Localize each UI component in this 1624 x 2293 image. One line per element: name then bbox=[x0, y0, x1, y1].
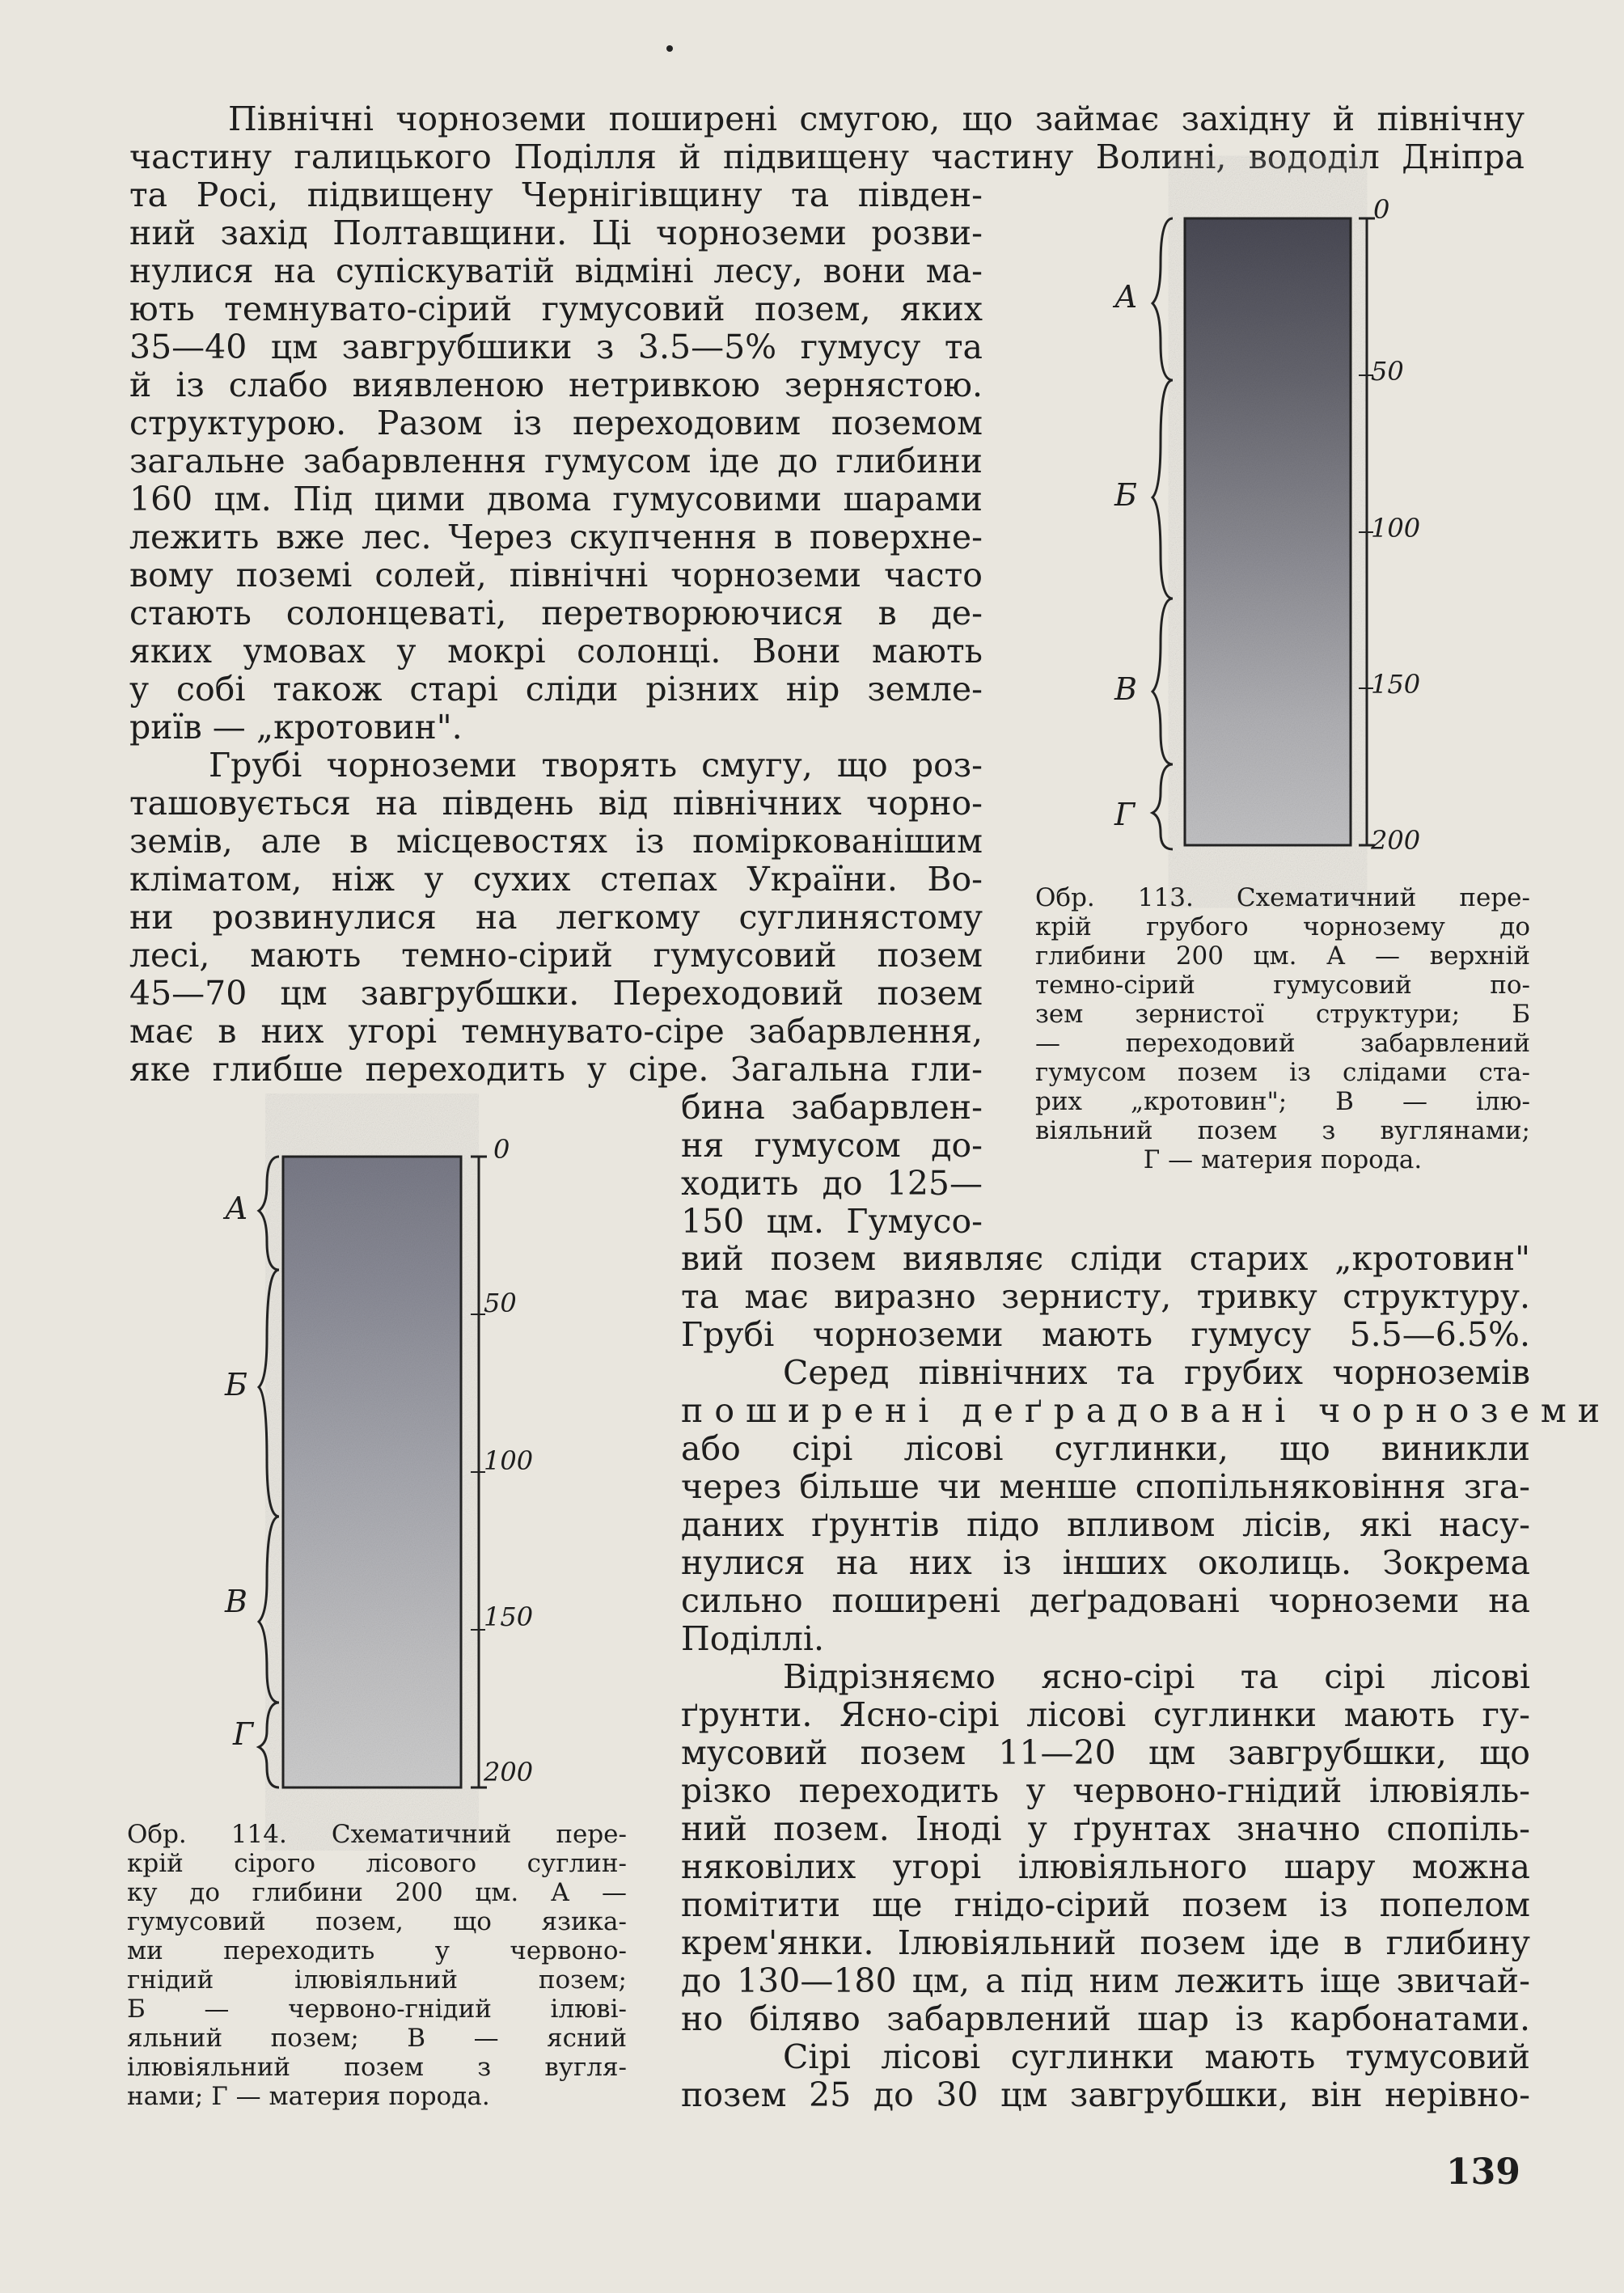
lines-left-col-line: риїв — „кротовин". bbox=[129, 708, 463, 747]
fig113-tick-200: 200 bbox=[1371, 825, 1421, 856]
fig114-layer-a-label: А bbox=[225, 1191, 248, 1226]
lines-right-col-line: або сірі лісові суглинки, що виникли bbox=[681, 1429, 1530, 1468]
fig114-caption-line: яльний позем; В — ясний bbox=[127, 2024, 627, 2053]
lines-left-col-line: ни розвинулися на легкому суглинястому bbox=[129, 898, 983, 937]
lines-left-col-line: вому поземі солей, північні чорноземи часто bbox=[129, 556, 983, 594]
lines-left-col-line: 160 цм. Під цими двома гумусовими шарами bbox=[129, 480, 983, 518]
lines-left-col-line: яких умовах у мокрі солонці. Вони мають bbox=[129, 632, 983, 671]
fig113-caption-line: Г — материя порода. bbox=[1143, 1145, 1423, 1174]
lines-right-col-line: ний позем. Іноді у ґрунтах значно спопіль- bbox=[681, 1809, 1530, 1848]
lines-right-col-line: мусовий позем 11—20 цм завгрубшки, що bbox=[681, 1733, 1530, 1772]
fig114-tick-0: 0 bbox=[493, 1134, 510, 1165]
fig114-tick-150: 150 bbox=[484, 1601, 534, 1632]
lines-right-col-line: вий позем виявляє сліди старих „кротовин" bbox=[681, 1239, 1530, 1278]
lines-left-col-line: земів, але в місцевостях із поміркованішим bbox=[129, 822, 983, 861]
lines-left-col-line: у собі також старі сліди різних нір земле- bbox=[129, 670, 983, 709]
fig114-caption-line: гумусовий позем, що язика- bbox=[127, 1907, 627, 1936]
lines-left-col-line: нулися на супіскуватій відміні лесу, вони ма- bbox=[129, 252, 983, 290]
lines-right-col-line: та має виразно зернисту, тривку структуру. bbox=[681, 1277, 1530, 1316]
fig113-caption-line: глибини 200 цм. А — верхній bbox=[1035, 941, 1530, 971]
lines-right-col-line: до 130—180 цм, а під ним лежить іще звичай- bbox=[681, 1961, 1530, 2000]
fig114-soil-column bbox=[275, 1149, 477, 1796]
lines-left-col-line: яке глибше переходить у сіре. Загальна гли- bbox=[129, 1050, 983, 1089]
lines-left-col-line: має в них угорі темнувато-сіре забарвлення, bbox=[129, 1012, 983, 1051]
lines-top-line: частину галицького Поділля й підвищену частину Волині, вододіл Дніпра bbox=[129, 137, 1525, 176]
lines-left-col-line: Грубі чорноземи творять смугу, що роз- bbox=[209, 746, 983, 785]
page-number: 139 bbox=[1446, 2151, 1520, 2193]
fig114-caption-line: Обр. 114. Схематичний пере- bbox=[127, 1820, 627, 1849]
lines-mid-col-line: ня гумусом до- bbox=[681, 1126, 983, 1165]
lines-left-col-line: лежить вже лес. Через скупчення в поверхне- bbox=[129, 518, 983, 556]
fig114-caption-line: Б — червоно-гнідий ілюві- bbox=[127, 1995, 627, 2024]
fig114-tick-100: 100 bbox=[484, 1445, 534, 1476]
lines-right-col-line: ґрунти. Ясно-сірі лісові суглинки мають гу- bbox=[681, 1695, 1530, 1734]
fig113-caption-line: — переходовий забарвлений bbox=[1035, 1029, 1530, 1058]
fig114-layer-g-label: Г bbox=[233, 1716, 254, 1752]
lines-left-col-line: ють темнувато-сірий гумусовий позем, яких bbox=[129, 290, 983, 328]
lines-right-col-line: Поділлі. bbox=[681, 1619, 825, 1658]
lines-right-col-line: сильно поширені деґрадовані чорноземи на bbox=[681, 1581, 1530, 1620]
lines-mid-col-line: бина забарвлен- bbox=[681, 1088, 983, 1127]
fig113-layer-v-label: В bbox=[1114, 671, 1137, 707]
lines-right-col-line: Серед північних та грубих чорноземів bbox=[783, 1353, 1530, 1392]
lines-right-col-line: но біляво забарвлений шар із карбонатами. bbox=[681, 1999, 1530, 2038]
fig113-tick-150: 150 bbox=[1371, 669, 1421, 700]
print-speck bbox=[666, 45, 673, 52]
lines-right-col-line: нулися на них із інших околиць. Зокрема bbox=[681, 1543, 1530, 1582]
fig113-tick-0: 0 bbox=[1373, 194, 1390, 225]
lines-right-col-line: даних ґрунтів підо впливом лісів, які насу- bbox=[681, 1505, 1530, 1544]
lines-right-col-line: няковілих угорі ілювіяльного шару можна bbox=[681, 1847, 1530, 1886]
lines-right-col-line: поширені деґрадовані чорноземи bbox=[681, 1391, 1612, 1430]
fig113-caption-line: рих „кротовин"; В — ілю- bbox=[1035, 1087, 1530, 1116]
fig114-caption-line: крій сірого лісового суглин- bbox=[127, 1849, 627, 1878]
fig113-caption-line: віяльний позем з вуглянами; bbox=[1035, 1116, 1530, 1145]
fig114-caption-line: ми переходить у червоно- bbox=[127, 1936, 627, 1965]
lines-right-col-line: різко переходить у червоно-гнідий ілювіяль- bbox=[681, 1771, 1530, 1810]
fig114-caption-line: ку до глибини 200 цм. А — bbox=[127, 1878, 627, 1907]
lines-left-col-line: лесі, мають темно-сірий гумусовий позем bbox=[129, 936, 983, 975]
fig114-tick-50: 50 bbox=[484, 1288, 517, 1318]
lines-right-col-line: Відрізняємо ясно-сірі та сірі лісові bbox=[783, 1657, 1530, 1696]
lines-top-line: Північні чорноземи поширені смугою, що займає західну й північну bbox=[228, 99, 1525, 138]
fig114-caption-line: нами; Г — материя порода. bbox=[127, 2082, 490, 2111]
lines-mid-col-line: ходить до 125— bbox=[681, 1164, 983, 1203]
fig113-tick-100: 100 bbox=[1371, 513, 1421, 544]
lines-left-col-line: ташовується на південь від північних чорно- bbox=[129, 784, 983, 823]
fig113-caption-line: Обр. 113. Схематичний пере- bbox=[1035, 883, 1530, 912]
lines-left-col-line: й із слабо виявленою нетривкою зернястою. bbox=[129, 366, 983, 404]
fig113-caption-line: темно-сірий гумусовий по- bbox=[1035, 971, 1530, 1000]
fig114-tick-200: 200 bbox=[484, 1757, 534, 1787]
lines-right-col-line: через більше чи менше спопільняковіння зга- bbox=[681, 1467, 1530, 1506]
fig114-caption-line: гнідий ілювіяльний позем; bbox=[127, 1965, 627, 1995]
fig113-caption-line: зем зернистої структури; Б bbox=[1035, 1000, 1530, 1029]
fig114-caption-line: ілювіяльний позем з вугля- bbox=[127, 2053, 627, 2082]
fig114-layer-v-label: В bbox=[225, 1584, 247, 1619]
lines-mid-col-line: 150 цм. Гумусо- bbox=[681, 1202, 983, 1241]
fig113-tick-50: 50 bbox=[1371, 356, 1404, 387]
fig114-layer-braces bbox=[255, 1153, 287, 1792]
fig113-layer-b-label: Б bbox=[1114, 477, 1137, 513]
lines-right-col-line: позем 25 до 30 цм завгрубшки, він нерівно- bbox=[681, 2075, 1530, 2114]
lines-right-col-line: крем'янки. Ілювіяльний позем іде в глибину bbox=[681, 1923, 1530, 1962]
lines-left-col-line: ний захід Полтавщини. Ці чорноземи розви- bbox=[129, 214, 983, 252]
lines-left-col-line: 45—70 цм завгрубшки. Переходовий позем bbox=[129, 974, 983, 1013]
lines-left-col-line: та Росі, підвищену Чернігівщину та півден- bbox=[129, 176, 983, 214]
lines-left-col-line: структурою. Разом із переходовим поземом bbox=[129, 404, 983, 442]
fig113-caption-line: крій грубого чорнозему до bbox=[1035, 912, 1530, 941]
fig113-caption-line: гумусом позем із слідами ста- bbox=[1035, 1058, 1530, 1087]
fig113-layer-a-label: А bbox=[1114, 279, 1138, 315]
lines-left-col-line: кліматом, ніж у сухих степах України. Во- bbox=[129, 860, 983, 899]
lines-right-col-line: помітити ще гнідо-сірий позем із попелом bbox=[681, 1885, 1530, 1924]
lines-right-col-line: Сірі лісові суглинки мають тумусовий bbox=[783, 2037, 1530, 2076]
lines-left-col-line: загальне забарвлення гумусом іде до глибини bbox=[129, 442, 983, 480]
fig113-layer-g-label: Г bbox=[1114, 797, 1136, 832]
fig113-layer-braces bbox=[1148, 214, 1181, 853]
fig114-layer-b-label: Б bbox=[225, 1367, 247, 1402]
lines-left-col-line: 35—40 цм завгрубшики з 3.5—5% гумусу та bbox=[129, 328, 983, 366]
lines-right-col-line: Грубі чорноземи мають гумусу 5.5—6.5%. bbox=[681, 1315, 1530, 1354]
lines-left-col-line: стають солонцеваті, перетворюючися в де- bbox=[129, 594, 983, 632]
